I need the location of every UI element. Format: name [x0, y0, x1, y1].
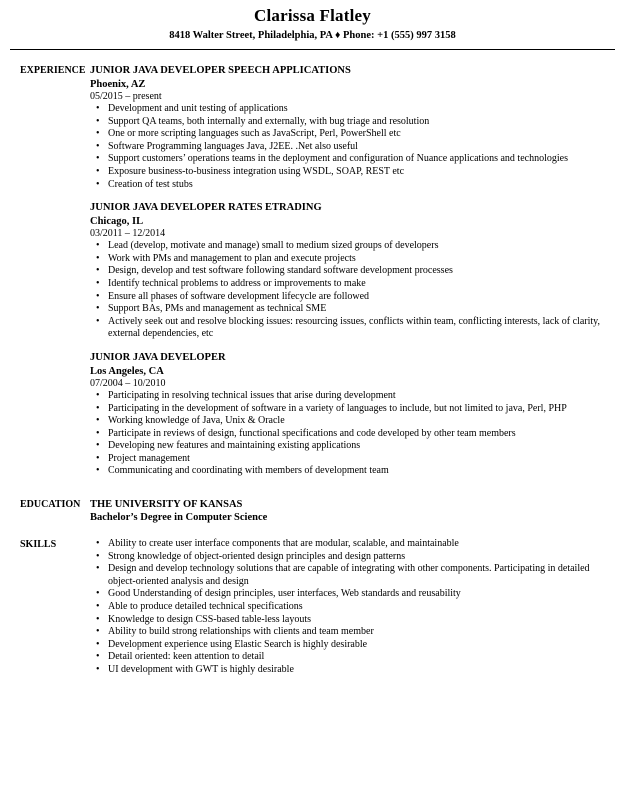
list-item: • Creation of test stubs — [92, 179, 605, 192]
degree: Bachelor’s Degree in Computer Science — [90, 512, 268, 524]
job-entry — [90, 64, 605, 191]
list-item: • Developing new features and maintaining existing applications — [92, 440, 605, 453]
job-location: Phoenix, AZ — [90, 79, 146, 90]
job-title: JUNIOR JAVA DEVELOPER SPEECH APPLICATIONS — [90, 65, 351, 76]
job-dates: 07/2004 – 10/2010 — [90, 377, 166, 389]
job-entry — [90, 351, 605, 478]
list-item: • Support BAs, PMs and management as technical SME — [92, 303, 605, 316]
list-item: • Ensure all phases of software development lifecycle are followed — [92, 291, 605, 304]
list-item: • Actively seek out and resolve blocking issues: resourcing issues, conflicts within team, conflicting interests, lack of clarity, external dependencies, etc — [92, 316, 605, 341]
job-entry — [90, 201, 605, 341]
list-item: • Identify technical problems to address or improvements to make — [92, 278, 605, 291]
resume-header — [0, 0, 625, 43]
education-body — [90, 498, 625, 524]
candidate-name: Clarissa Flatley — [254, 6, 371, 25]
list-item: • Development experience using Elastic Search is highly desirable — [92, 639, 605, 652]
list-item: • Working knowledge of Java, Unix & Oracle — [92, 415, 605, 428]
list-item: • Support QA teams, both internally and externally, with bug triage and resolution — [92, 116, 605, 129]
list-item: • Design, develop and test software following standard software development processes — [92, 265, 605, 278]
job-bullets — [90, 390, 605, 478]
job-title: JUNIOR JAVA DEVELOPER RATES ETRADING — [90, 202, 322, 214]
job-title: JUNIOR JAVA DEVELOPER — [90, 351, 226, 363]
experience-body — [90, 64, 625, 488]
skills-body — [90, 538, 625, 677]
list-item: • Lead (develop, motivate and manage) small to medium sized groups of developers — [92, 240, 605, 253]
job-dates: 05/2015 – present — [90, 91, 162, 102]
list-item: • One or more scripting languages such as JavaScript, Perl, PowerShell etc — [92, 128, 605, 141]
list-item: • Detail oriented: keen attention to detail — [92, 651, 605, 664]
skills-section — [0, 538, 625, 677]
list-item: • Work with PMs and management to plan and execute projects — [92, 253, 605, 266]
job-location: Chicago, IL — [90, 216, 144, 228]
list-item: • Design and develop technology solutions that are capable of integrating with other components. Participating in detailed object-oriented analysis and design — [92, 563, 605, 588]
list-item: • UI development with GWT is highly desirable — [92, 664, 605, 677]
list-item: • Support customers’ operations teams in the deployment and configuration of Nuance applications and technologies — [92, 153, 605, 166]
list-item: • Ability to build strong relationships with clients and team member — [92, 626, 605, 639]
skills-label: SKILLS — [20, 539, 57, 551]
list-item: • Participate in reviews of design, functional specifications and code developed by other team members — [92, 428, 605, 441]
education-label: EDUCATION — [20, 499, 81, 511]
list-item: • Knowledge to design CSS-based table-less layouts — [92, 614, 605, 627]
skills-list — [90, 538, 605, 677]
list-item: • Software Programming languages Java, J2EE. .Net also useful — [92, 141, 605, 154]
job-bullets — [90, 103, 605, 191]
job-location: Los Angeles, CA — [90, 365, 164, 377]
education-section — [0, 498, 625, 524]
job-bullets — [90, 240, 605, 341]
phone: Phone: +1 (555) 997 3158 — [343, 30, 456, 41]
list-item: • Communicating and coordinating with members of development team — [92, 465, 605, 478]
contact-separator: ♦ — [335, 30, 341, 41]
experience-section — [0, 64, 625, 488]
list-item: • Good Understanding of design principles, user interfaces, Web standards and reusability — [92, 588, 605, 601]
list-item: • Ability to create user interface components that are modular, scalable, and maintainable — [92, 538, 605, 551]
list-item: • Able to produce detailed technical specifications — [92, 601, 605, 614]
list-item: • Participating in resolving technical issues that arise during development — [92, 390, 605, 403]
header-divider — [10, 49, 615, 50]
experience-label: EXPERIENCE — [20, 65, 86, 76]
list-item: • Development and unit testing of applications — [92, 103, 605, 116]
list-item: • Project management — [92, 453, 605, 466]
list-item: • Participating in the development of software in a variety of languages to include, but not limited to java, Perl, PHP — [92, 403, 605, 416]
address: 8418 Walter Street, Philadelphia, PA — [169, 30, 333, 41]
list-item: • Strong knowledge of object-oriented design principles and design patterns — [92, 551, 605, 564]
job-dates: 03/2011 – 12/2014 — [90, 228, 166, 240]
contact-line — [0, 29, 625, 43]
list-item: • Exposure business-to-business integration using WSDL, SOAP, REST etc — [92, 166, 605, 179]
school-name: THE UNIVERSITY OF KANSAS — [90, 499, 243, 511]
